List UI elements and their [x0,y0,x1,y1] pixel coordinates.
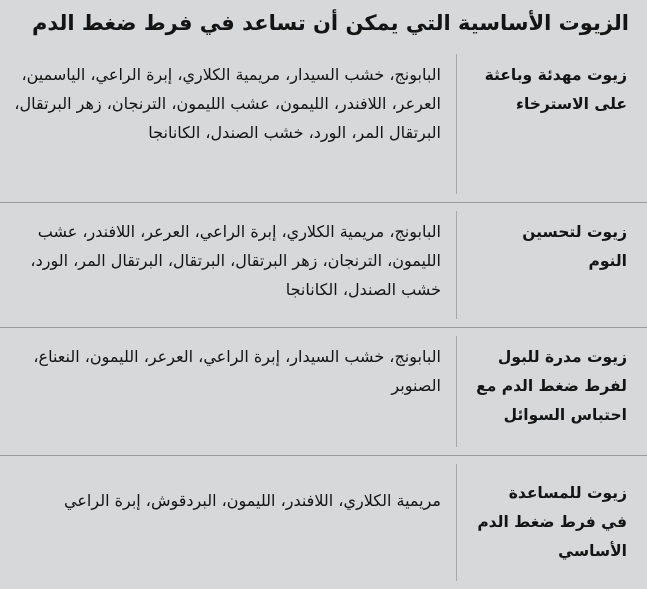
row-oils: البابونج، خشب السيدار، مريمية الكلاري، إبرة الراعي، الياسمين، العرعر، اللافندر، الليمون، عشب الليمون، الترنجان، زهر البرتقال، البرتقال المر، الورد، خشب الصندل، الكانانجا [14,65,441,142]
row-category [463,456,647,589]
row-oils: مريمية الكلاري، اللافندر، الليمون، البردقوش، إبرة الراعي [64,491,441,510]
column-divider [456,464,457,581]
column-divider [456,336,457,447]
category-line: في فرط ضغط الدم [477,513,627,531]
column-divider [456,211,457,319]
row-category [463,203,647,327]
table-row [0,202,647,327]
category-line: زيوت مدرة للبول [497,348,627,366]
row-category [463,46,647,202]
category-line: الأساسي [558,542,627,560]
category-line: زيوت مهدئة وباعثة [484,66,627,84]
row-oils: البابونج، خشب السيدار، إبرة الراعي، العرعر، الليمون، النعناع، الصنوبر [33,347,441,395]
table-row [0,455,647,589]
category-line: على الاسترخاء [516,95,627,113]
document-title: الزيوت الأساسية التي يمكن أن تساعد في فرط ضغط الدم [31,11,629,35]
row-oils: البابونج، مريمية الكلاري، إبرة الراعي، العرعر، اللافندر، عشب الليمون، الترنجان، زهر البرتقال، البرتقال، البرتقال المر، الورد، خشب الصندل، الكانانجا [30,222,441,299]
category-line: زيوت للمساعدة [508,484,627,502]
category-line: النوم [588,252,627,270]
category-line: لفرط ضغط الدم مع [476,377,627,395]
oils-table [0,46,647,589]
table-row [0,46,647,202]
column-divider [456,54,457,194]
row-category [463,328,647,455]
category-line: احتباس السوائل [503,406,627,424]
table-row [0,327,647,455]
category-line: زيوت لتحسين [522,223,627,241]
